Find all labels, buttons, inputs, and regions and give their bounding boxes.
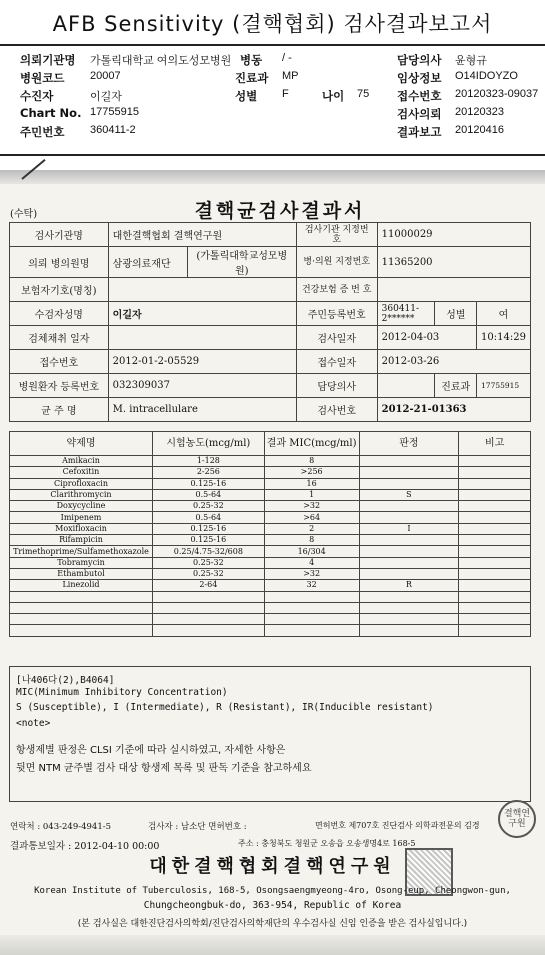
value-doctor: 윤형규: [455, 55, 487, 67]
table-row: [10, 591, 531, 602]
drug-rows: [10, 456, 531, 637]
footer-report-date: 결과통보일자 : 2012-04-10 00:00: [10, 841, 160, 852]
table-cell: [152, 602, 264, 613]
cell-value: 17755915: [477, 374, 531, 398]
table-cell: [459, 602, 531, 613]
note-mic: MIC(Minimum Inhibitory Concentration): [16, 687, 228, 698]
table-cell: [459, 501, 531, 512]
footer-contact: 연락처 : 043-249-4941-5: [10, 822, 112, 832]
cell-value: 대한결핵협회 결핵연구원: [108, 223, 296, 247]
table-cell: [459, 591, 531, 602]
table-cell: 0.25/4.75-32/608: [152, 546, 264, 557]
value-clinical-info: O14IDOYZO: [455, 70, 518, 82]
table-cell: 16: [264, 478, 359, 489]
table-cell: [459, 467, 531, 478]
table-cell: Linezolid: [10, 580, 153, 591]
cell-label: 담당의사: [296, 374, 377, 398]
institute-name: 대한결핵협회결핵연구원: [149, 856, 396, 877]
table-row: [10, 535, 531, 546]
cell-label: 검체채취 일자: [10, 326, 109, 350]
cell-value: 2012-21-01363: [377, 398, 530, 422]
value-department: MP: [282, 70, 299, 82]
label-age: 나이: [322, 89, 345, 103]
cell-value-sub: (가톨릭대학교성모병원): [187, 247, 296, 278]
table-cell: [459, 557, 531, 568]
table-cell: [459, 546, 531, 557]
table-cell: 4: [264, 557, 359, 568]
pen-label: (수탁): [10, 209, 38, 220]
table-cell: 1-128: [152, 456, 264, 467]
table-row: [10, 374, 531, 398]
cell-label: 검사기관명: [10, 223, 109, 247]
table-row: [10, 489, 531, 500]
table-cell: >64: [264, 512, 359, 523]
cell-label: 주민등록번호: [296, 302, 377, 326]
value-resident-no: 360411-2: [90, 124, 136, 136]
cell-label: 병·의원 지정번호: [296, 247, 377, 278]
table-row: [10, 501, 531, 512]
table-row: [10, 278, 531, 302]
table-cell: Cefoxitin: [10, 467, 153, 478]
column-header: 비고: [459, 432, 531, 456]
column-header: 판정: [359, 432, 459, 456]
table-cell: R: [359, 580, 459, 591]
label-patient: 수진자: [20, 89, 54, 103]
cell-label: 검사일자: [296, 326, 377, 350]
table-cell: Clarithromycin: [10, 489, 153, 500]
column-header: 약제명: [10, 432, 153, 456]
table-cell: [359, 602, 459, 613]
table-cell: [359, 591, 459, 602]
table-cell: [10, 591, 153, 602]
note-legend: S (Susceptible), I (Intermediate), R (Resistant), IR(Inducible resistant): [16, 702, 434, 713]
cell-label: 보험자기호(명칭): [10, 278, 109, 302]
table-cell: [359, 614, 459, 625]
cell-value: 360411-2******: [377, 302, 435, 326]
cell-value: 11000029: [377, 223, 530, 247]
table-row: [10, 512, 531, 523]
label-clinical-info: 임상정보: [397, 71, 442, 85]
cell-value: [377, 278, 530, 302]
table-cell: Imipenem: [10, 512, 153, 523]
value-result-report: 20120416: [455, 124, 504, 136]
table-cell: Rifampicin: [10, 535, 153, 546]
address-en-1: Korean Institute of Tuberculosis, 168-5, Osongsaengmyeong-4ro, Osong-eup, Cheongwon-gun,: [34, 886, 511, 896]
table-row: [10, 398, 531, 422]
table-cell: [10, 602, 153, 613]
table-row: [10, 580, 531, 591]
value-ward: / -: [282, 52, 292, 64]
cell-value: 2012-03-26: [377, 350, 530, 374]
label-receipt-no: 접수번호: [397, 89, 442, 103]
table-cell: [10, 614, 153, 625]
table-cell: Doxycycline: [10, 501, 153, 512]
cell-label: 접수일자: [296, 350, 377, 374]
header-bottom-divider: [0, 154, 545, 156]
cell-label: 수검자성명: [10, 302, 109, 326]
column-header: 시험농도(mcg/ml): [152, 432, 264, 456]
value-hospital-code: 20007: [90, 70, 121, 82]
cell-value: 2012-04-03: [377, 326, 476, 350]
table-row: [10, 478, 531, 489]
table-cell: [359, 478, 459, 489]
note-tag: <note>: [16, 718, 51, 729]
table-cell: [264, 625, 359, 636]
table-row: [10, 350, 531, 374]
cell-value: 2012-01-2-05529: [108, 350, 296, 374]
value-sex: F: [282, 88, 289, 100]
label-doctor: 담당의사: [397, 53, 442, 67]
cell-value: [108, 326, 296, 350]
seal-icon: 결핵연구원: [498, 800, 536, 838]
scan-bottom-edge: [0, 935, 545, 955]
label-hospital-code: 병원코드: [20, 71, 65, 85]
table-cell: >256: [264, 467, 359, 478]
address-en-2: Chungcheongbuk-do, 363-954, Republic of Korea: [143, 900, 402, 911]
table-cell: I: [359, 523, 459, 534]
cell-value: [377, 374, 435, 398]
value-chart-no: 17755915: [90, 106, 139, 118]
notes-box: [9, 666, 531, 802]
table-cell: Ethambutol: [10, 568, 153, 579]
cell-label: 성별: [435, 302, 477, 326]
label-sex: 성별: [235, 89, 258, 103]
value-requesting-org: 가톨릭대학교 여의도성모병원: [90, 55, 232, 67]
table-cell: 8: [264, 456, 359, 467]
table-cell: [459, 456, 531, 467]
table-cell: [459, 478, 531, 489]
cell-value: M. intracellulare: [108, 398, 296, 422]
cell-label: 검사기관 지정번호: [296, 223, 377, 247]
info-row-5: [20, 124, 540, 142]
table-header-row: [10, 432, 531, 456]
table-cell: [459, 614, 531, 625]
table-cell: 2-256: [152, 467, 264, 478]
label-ward: 병동: [240, 53, 263, 67]
table-cell: [359, 535, 459, 546]
info-row-2: [20, 70, 540, 88]
table-cell: 0.25-32: [152, 501, 264, 512]
footer-examiner: 검사자 : 남소단 면허번호 :: [148, 822, 247, 832]
table-cell: [152, 591, 264, 602]
table-row: [10, 523, 531, 534]
table-row: [10, 326, 531, 350]
table-cell: [459, 512, 531, 523]
table-cell: 8: [264, 535, 359, 546]
table-cell: S: [359, 489, 459, 500]
table-row: [10, 625, 531, 636]
table-cell: [152, 625, 264, 636]
table-cell: 0.125-16: [152, 535, 264, 546]
patient-detail-table: [9, 222, 531, 422]
document-title: 결핵균검사결과서: [194, 200, 366, 222]
table-row: [10, 614, 531, 625]
table-cell: [359, 546, 459, 557]
table-cell: [359, 568, 459, 579]
table-cell: 0.125-16: [152, 478, 264, 489]
table-cell: >32: [264, 568, 359, 579]
table-row: [10, 568, 531, 579]
certification-note: (본 검사실은 대한진단검사의학회/진단검사의학재단의 우수검사실 신임 인증을 받은 검사실입니다.): [77, 919, 468, 929]
table-cell: [10, 625, 153, 636]
table-cell: [359, 557, 459, 568]
table-cell: [459, 568, 531, 579]
table-cell: Trimethoprime/Sulfamethoxazole: [10, 546, 153, 557]
table-row: [10, 302, 531, 326]
label-result-report: 결과보고: [397, 125, 442, 139]
table-cell: 32: [264, 580, 359, 591]
table-cell: [264, 591, 359, 602]
label-test-request: 검사의뢰: [397, 107, 442, 121]
column-header: 결과 MIC(mcg/ml): [264, 432, 359, 456]
table-cell: Tobramycin: [10, 557, 153, 568]
header-divider: [0, 44, 545, 46]
label-resident-no: 주민번호: [20, 125, 65, 139]
table-row: [10, 223, 531, 247]
table-row: [10, 557, 531, 568]
cell-label: 병원환자 등록번호: [10, 374, 109, 398]
table-row: [10, 602, 531, 613]
table-cell: 0.25-32: [152, 557, 264, 568]
cell-label: 검사번호: [296, 398, 377, 422]
footer-license: 면허번호 제707호 진단검사 의학과전문의 김경: [315, 821, 480, 830]
table-row: [10, 467, 531, 478]
cell-label: 균 주 명: [10, 398, 109, 422]
footer-address-ko: 주소 : 충청북도 청원군 오송읍 오송생명4로 168-5: [238, 839, 416, 848]
table-cell: [359, 625, 459, 636]
note-line-2: 뒷면 NTM 균주별 검사 대상 항생제 목록 및 판독 기준을 참고하세요: [16, 763, 312, 774]
scan-top-edge: [0, 170, 545, 184]
table-cell: Moxifloxacin: [10, 523, 153, 534]
table-cell: 0.5-64: [152, 512, 264, 523]
cell-label: 건강보험 증 번 호: [296, 278, 377, 302]
table-cell: [359, 501, 459, 512]
note-line-1: 항생제별 판정은 CLSI 기준에 따라 실시하였고, 자세한 사항은: [16, 745, 286, 756]
value-age: 75: [357, 88, 370, 100]
table-cell: [459, 535, 531, 546]
table-cell: [459, 523, 531, 534]
cell-value: 이길자: [108, 302, 296, 326]
table-cell: Amikacin: [10, 456, 153, 467]
value-patient: 이길자: [90, 91, 122, 103]
table-cell: 0.5-64: [152, 489, 264, 500]
table-cell: 2-64: [152, 580, 264, 591]
cell-value: 10:14:29: [477, 326, 531, 350]
table-cell: [359, 467, 459, 478]
info-row-4: [20, 106, 540, 124]
table-cell: >32: [264, 501, 359, 512]
table-row: [10, 456, 531, 467]
report-title: AFB Sensitivity (결핵협회) 검사결과보고서: [52, 12, 493, 36]
value-test-request: 20120323: [455, 106, 504, 118]
label-chart-no: Chart No.: [20, 106, 82, 120]
table-row: [10, 546, 531, 557]
cell-label: 진료과: [435, 374, 477, 398]
table-cell: [459, 580, 531, 591]
table-cell: 0.25-32: [152, 568, 264, 579]
cell-label: 의뢰 병의원명: [10, 247, 109, 278]
cell-value: [108, 278, 296, 302]
patient-info-grid: [20, 52, 540, 142]
table-cell: [264, 602, 359, 613]
note-code: [나406다(2),B4064]: [16, 675, 115, 686]
info-row-3: [20, 88, 540, 106]
table-cell: [152, 614, 264, 625]
table-cell: 2: [264, 523, 359, 534]
table-cell: Ciprofloxacin: [10, 478, 153, 489]
label-department: 진료과: [235, 71, 269, 85]
value-receipt-no: 20120323-09037: [455, 88, 539, 100]
table-cell: [264, 614, 359, 625]
label-requesting-org: 의뢰기관명: [20, 53, 76, 67]
cell-value: 여: [477, 302, 531, 326]
table-cell: [459, 625, 531, 636]
cell-value: 11365200: [377, 247, 530, 278]
cell-label: 접수번호: [10, 350, 109, 374]
table-row: [10, 247, 531, 278]
table-cell: [359, 456, 459, 467]
table-cell: 0.125-16: [152, 523, 264, 534]
table-cell: 1: [264, 489, 359, 500]
table-cell: 16/304: [264, 546, 359, 557]
info-row-1: [20, 52, 540, 70]
table-cell: [359, 512, 459, 523]
cell-value: 032309037: [108, 374, 296, 398]
cell-value: 삼광의료재단: [108, 247, 187, 278]
table-cell: [459, 489, 531, 500]
drug-sensitivity-table: [9, 431, 531, 637]
